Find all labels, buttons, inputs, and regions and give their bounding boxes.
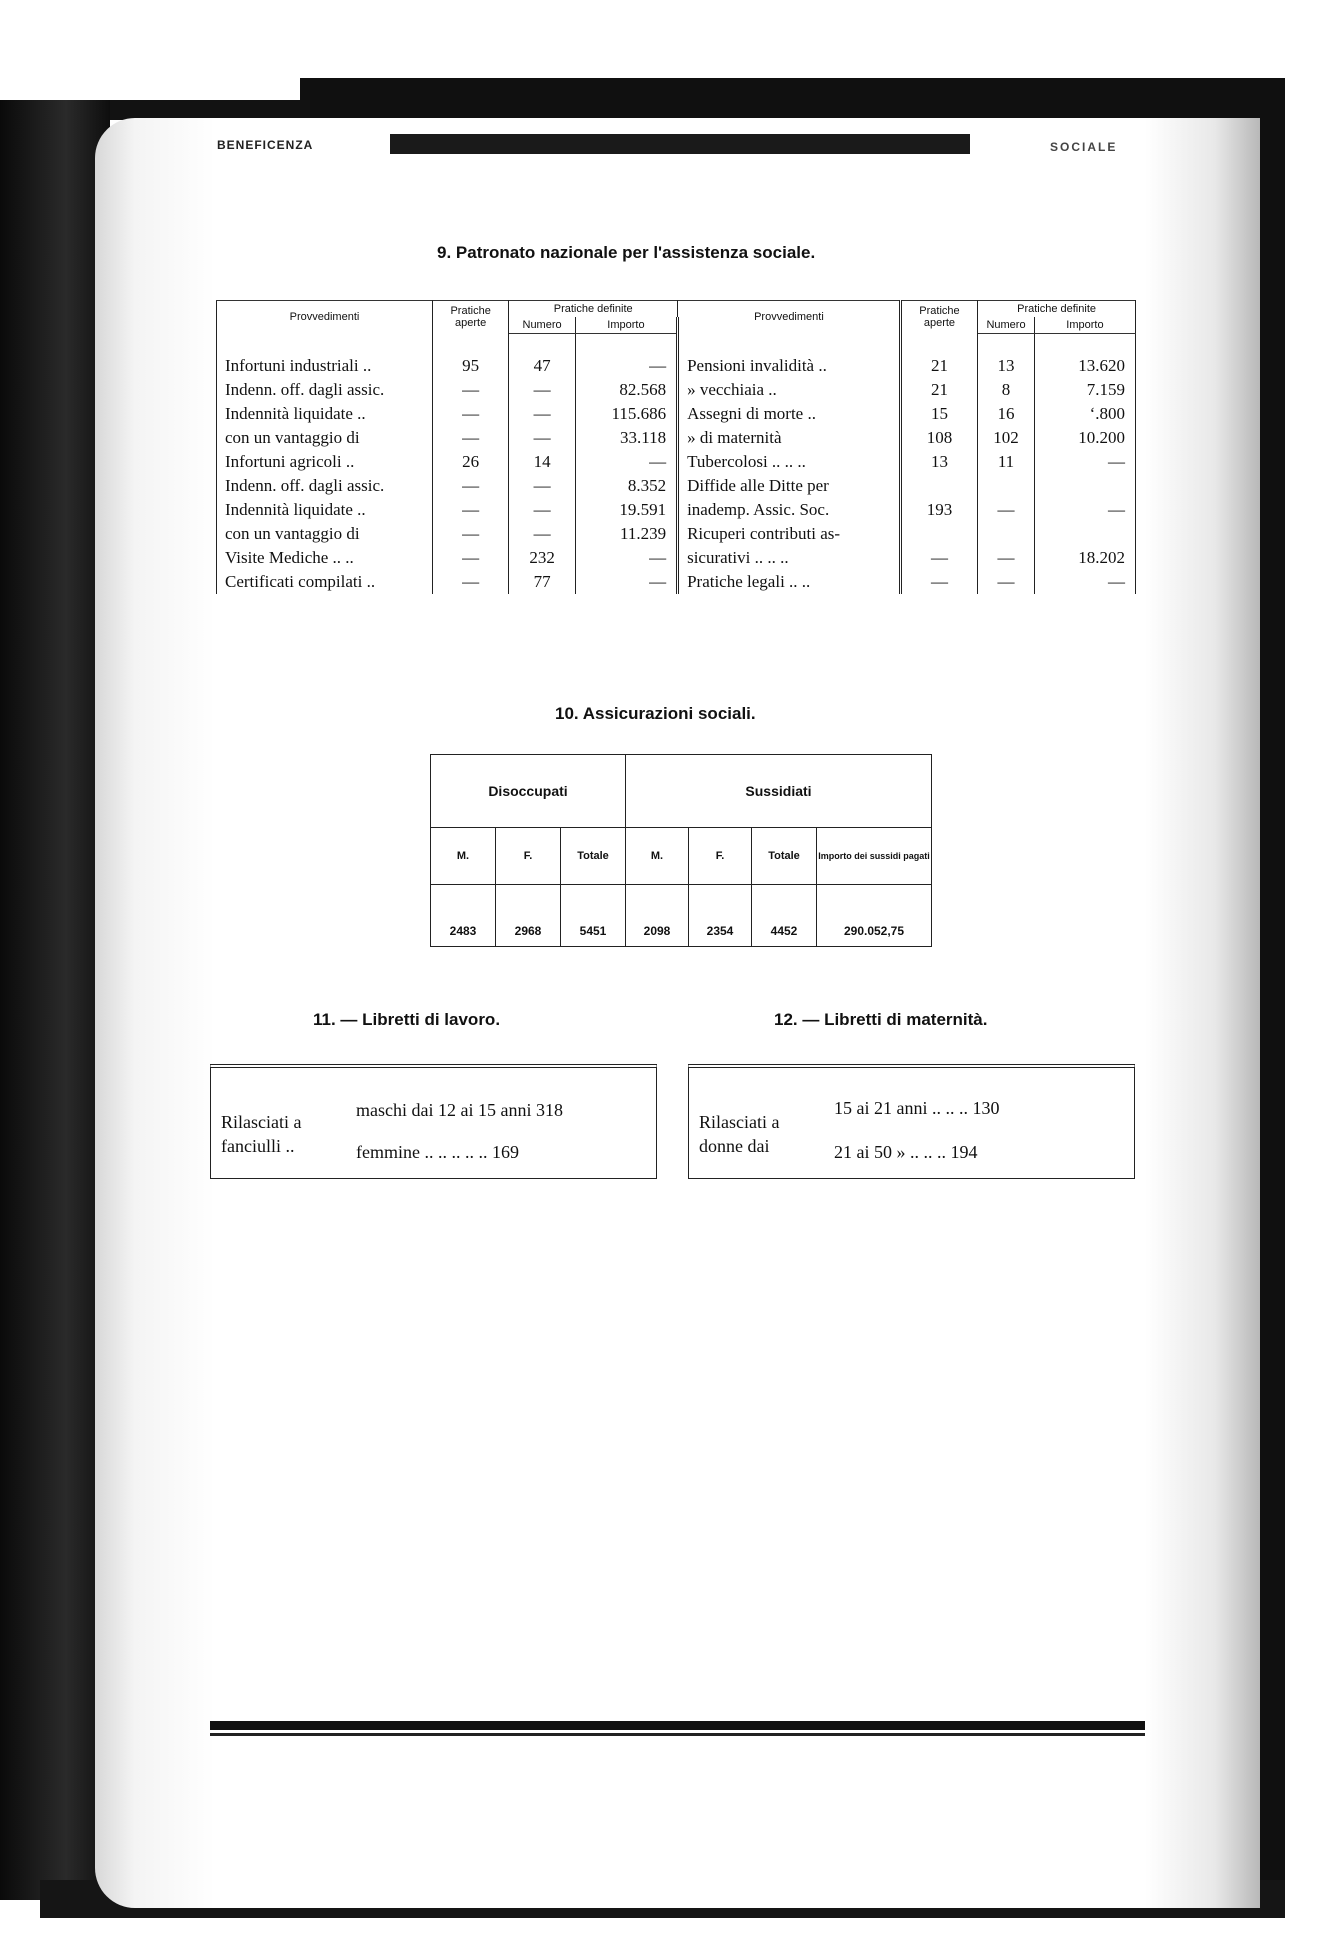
- row-label-right: Pratiche legali .. ..: [678, 570, 901, 594]
- cell-importo-left: 19.591: [575, 498, 677, 522]
- group-disoccupati: Disoccupati: [431, 755, 626, 828]
- cell-numero-right: —: [978, 546, 1035, 570]
- sub-m-disoccupati: M.: [431, 828, 496, 885]
- page-spine-shadow: [0, 100, 110, 1900]
- cell-numero-left: —: [509, 378, 576, 402]
- row-label-right: Tubercolosi .. .. ..: [678, 450, 901, 474]
- cell-aperte-right: [900, 474, 977, 498]
- row-label-left: Visite Mediche .. ..: [217, 546, 433, 570]
- val-m-sussidiati: 2098: [626, 885, 689, 947]
- cell-importo-left: —: [575, 570, 677, 594]
- val-totale-disoccupati: 5451: [561, 885, 626, 947]
- cell-numero-right: —: [978, 570, 1035, 594]
- section12-row-15-21: 15 ai 21 anni .. .. .. 130: [834, 1098, 1000, 1118]
- cell-importo-left: 33.118: [575, 426, 677, 450]
- row-label-left: Indenn. off. dagli assic.: [217, 474, 433, 498]
- cell-aperte-right: —: [900, 570, 977, 594]
- running-header-right: SOCIALE: [1050, 140, 1118, 154]
- cell-aperte-left: —: [432, 546, 508, 570]
- val-totale-sussidiati: 4452: [752, 885, 817, 947]
- cell-importo-right: —: [1034, 570, 1135, 594]
- cell-importo-right: 7.159: [1034, 378, 1135, 402]
- cell-aperte-left: —: [432, 474, 508, 498]
- row-label-left: Infortuni agricoli ..: [217, 450, 433, 474]
- cell-numero-left: —: [509, 426, 576, 450]
- cell-aperte-right: 13: [900, 450, 977, 474]
- cell-aperte-right: 193: [900, 498, 977, 522]
- section10-table: [430, 754, 932, 947]
- cell-numero-left: —: [509, 498, 576, 522]
- cell-numero-right: [978, 474, 1035, 498]
- row-label-right: Pensioni invalidità ..: [678, 354, 901, 378]
- row-label-right: inademp. Assic. Soc.: [678, 498, 901, 522]
- section11-label-1: Rilasciati a: [221, 1112, 302, 1132]
- cell-aperte-left: 95: [432, 354, 508, 378]
- cell-numero-right: 8: [978, 378, 1035, 402]
- section12-title: 12. — Libretti di maternità.: [774, 1010, 988, 1029]
- table-row: [217, 570, 1136, 594]
- header-rule-bar: [390, 134, 970, 154]
- col-numero-right: Numero: [978, 317, 1035, 334]
- table-row: [217, 378, 1136, 402]
- section9-title: 9. Patronato nazionale per l'assistenza sociale.: [437, 243, 816, 262]
- cell-aperte-left: —: [432, 570, 508, 594]
- row-label-right: Diffide alle Ditte per: [678, 474, 901, 498]
- cell-aperte-right: 15: [900, 402, 977, 426]
- running-header-left: BENEFICENZA: [217, 138, 314, 152]
- cell-importo-right: [1034, 522, 1135, 546]
- cell-aperte-left: —: [432, 426, 508, 450]
- cell-importo-right: —: [1034, 450, 1135, 474]
- section12-box: [688, 1064, 1135, 1179]
- section11-row-maschi: maschi dai 12 ai 15 anni 318: [356, 1100, 563, 1120]
- cell-aperte-right: 108: [900, 426, 977, 450]
- row-label-left: Indennità liquidate ..: [217, 498, 433, 522]
- sub-importo-sussidi: Importo dei sussidi pagati: [817, 828, 932, 885]
- cell-numero-left: —: [509, 522, 576, 546]
- row-label-left: Certificati compilati ..: [217, 570, 433, 594]
- section11-title: 11. — Libretti di lavoro.: [313, 1010, 501, 1029]
- table-row: [217, 354, 1136, 378]
- cell-numero-right: 13: [978, 354, 1035, 378]
- col-definite-left: Pratiche definite: [509, 301, 678, 318]
- col-importo-left: Importo: [575, 317, 677, 334]
- section12-row-21-50: 21 ai 50 » .. .. .. 194: [834, 1142, 978, 1162]
- section11-box: [210, 1064, 657, 1179]
- val-importo-sussidi: 290.052,75: [817, 885, 932, 947]
- cell-numero-left: 232: [509, 546, 576, 570]
- cell-aperte-left: —: [432, 522, 508, 546]
- group-sussidiati: Sussidiati: [626, 755, 932, 828]
- col-provvedimenti-left: Provvedimenti: [217, 301, 433, 334]
- table-row: [217, 402, 1136, 426]
- cell-importo-right: [1034, 474, 1135, 498]
- col-numero-left: Numero: [509, 317, 576, 334]
- cell-importo-right: ‘.800: [1034, 402, 1135, 426]
- col-provvedimenti-right: Provvedimenti: [678, 301, 901, 334]
- val-f-sussidiati: 2354: [689, 885, 752, 947]
- cell-aperte-left: 26: [432, 450, 508, 474]
- cell-numero-left: 47: [509, 354, 576, 378]
- cell-importo-right: 10.200: [1034, 426, 1135, 450]
- cell-numero-left: 77: [509, 570, 576, 594]
- cell-aperte-right: [900, 522, 977, 546]
- val-m-disoccupati: 2483: [431, 885, 496, 947]
- section10-title: 10. Assicurazioni sociali.: [555, 704, 756, 723]
- cell-importo-left: 115.686: [575, 402, 677, 426]
- cell-importo-left: —: [575, 546, 677, 570]
- col-aperte-right: Pratiche aperte: [900, 301, 977, 334]
- table-row: [217, 498, 1136, 522]
- sub-totale-sussidiati: Totale: [752, 828, 817, 885]
- row-label-right: » vecchiaia ..: [678, 378, 901, 402]
- row-label-right: » di maternità: [678, 426, 901, 450]
- row-label-left: Infortuni industriali ..: [217, 354, 433, 378]
- row-label-right: sicurativi .. .. ..: [678, 546, 901, 570]
- cell-aperte-left: —: [432, 498, 508, 522]
- cell-importo-right: 18.202: [1034, 546, 1135, 570]
- cell-numero-left: —: [509, 474, 576, 498]
- table-row: [217, 450, 1136, 474]
- cell-numero-right: —: [978, 498, 1035, 522]
- cell-importo-left: —: [575, 354, 677, 378]
- cell-aperte-right: 21: [900, 354, 977, 378]
- cell-importo-left: 8.352: [575, 474, 677, 498]
- row-label-left: Indenn. off. dagli assic.: [217, 378, 433, 402]
- cell-aperte-right: 21: [900, 378, 977, 402]
- row-label-left: Indennità liquidate ..: [217, 402, 433, 426]
- cell-numero-right: [978, 522, 1035, 546]
- cell-aperte-left: —: [432, 378, 508, 402]
- cell-importo-left: 11.239: [575, 522, 677, 546]
- sub-f-disoccupati: F.: [496, 828, 561, 885]
- cell-numero-left: 14: [509, 450, 576, 474]
- cell-numero-right: 11: [978, 450, 1035, 474]
- section12-label-1: Rilasciati a: [699, 1112, 780, 1132]
- cell-numero-right: 16: [978, 402, 1035, 426]
- cell-importo-left: —: [575, 450, 677, 474]
- section9-table: [216, 300, 1136, 594]
- col-importo-right: Importo: [1034, 317, 1135, 334]
- table-row: [217, 474, 1136, 498]
- cell-numero-right: 102: [978, 426, 1035, 450]
- cell-numero-left: —: [509, 402, 576, 426]
- section11-label-2: fanciulli ..: [221, 1136, 295, 1156]
- sub-totale-disoccupati: Totale: [561, 828, 626, 885]
- val-f-disoccupati: 2968: [496, 885, 561, 947]
- sub-m-sussidiati: M.: [626, 828, 689, 885]
- col-aperte-left: Pratiche aperte: [432, 301, 508, 334]
- row-label-right: Assegni di morte ..: [678, 402, 901, 426]
- section12-label-2: donne dai: [699, 1136, 770, 1156]
- section11-row-femmine: femmine .. .. .. .. .. 169: [356, 1142, 519, 1162]
- col-definite-right: Pratiche definite: [978, 301, 1136, 318]
- row-label-right: Ricuperi contributi as-: [678, 522, 901, 546]
- bottom-rule: [210, 1721, 1145, 1730]
- cell-importo-left: 82.568: [575, 378, 677, 402]
- row-label-left: con un vantaggio di: [217, 522, 433, 546]
- cell-aperte-left: —: [432, 402, 508, 426]
- row-label-left: con un vantaggio di: [217, 426, 433, 450]
- cell-importo-right: 13.620: [1034, 354, 1135, 378]
- cell-aperte-right: —: [900, 546, 977, 570]
- cell-importo-right: —: [1034, 498, 1135, 522]
- table-row: [217, 426, 1136, 450]
- bottom-rule-thin: [210, 1733, 1145, 1736]
- table-row: [217, 546, 1136, 570]
- table-row: [217, 522, 1136, 546]
- sub-f-sussidiati: F.: [689, 828, 752, 885]
